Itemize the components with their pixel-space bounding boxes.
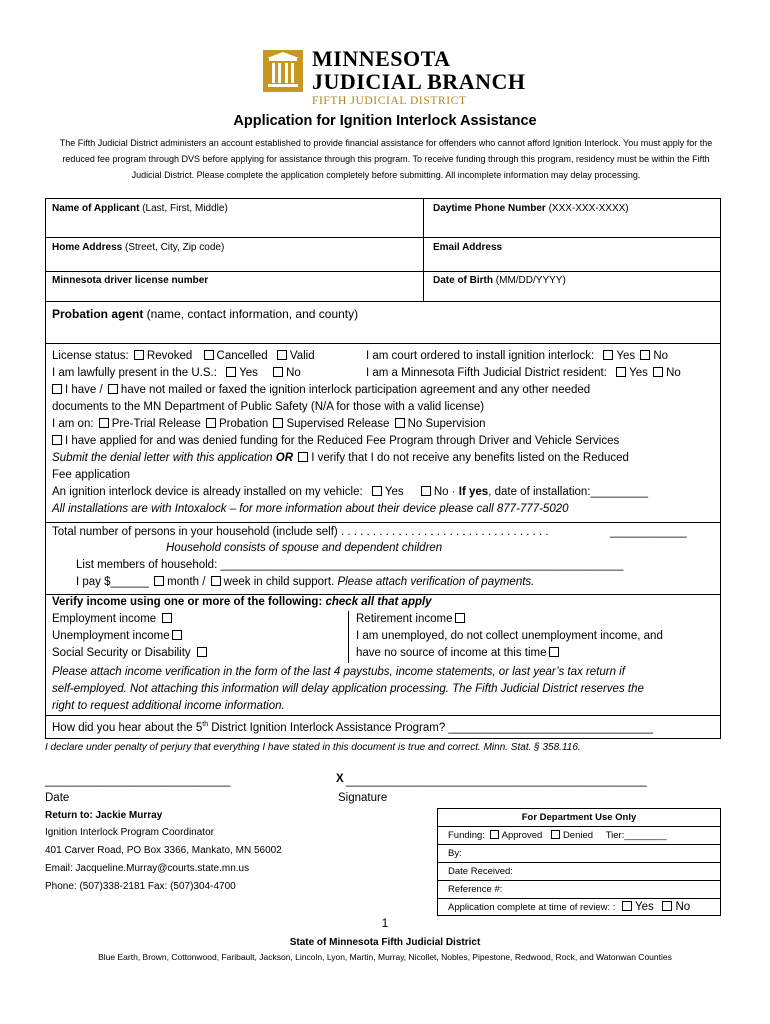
resident-row: I am a Minnesota Fifth Judicial District resident: Yes No <box>366 367 681 379</box>
denied-funding-row: I have applied for and was denied funding for the Reduced Fee Program through Driver and Vehicle Services <box>52 434 619 448</box>
attach-income-text-2: self-employed. Not attaching this information will delay application processing. The Fifth Judicial District reserves the <box>52 683 644 695</box>
dept-funding-row: Funding: Approved Denied Tier:________ <box>438 827 720 845</box>
ssd-income-row: Social Security or Disability <box>52 646 210 660</box>
no-source-row: have no source of income at this time <box>356 646 562 660</box>
logo-line-3: FIFTH JUDICIAL DISTRICT <box>312 95 467 107</box>
email-field[interactable]: Email Address <box>433 242 503 253</box>
agreement-mailed-row-2: documents to the MN Department of Public Safety (N/A for those with a valid license) <box>52 401 485 413</box>
unemployment-income-row: Unemployment income <box>52 629 185 643</box>
probation-checkbox[interactable] <box>206 418 216 428</box>
footer-counties: Blue Earth, Brown, Cottonwood, Faribault, Jackson, Lincoln, Lyon, Martin, Murray, Nicollet, Nobles, Pipestone, Redwood, Rock, and Watonwan Counties <box>98 952 672 962</box>
installed-no-checkbox[interactable] <box>421 486 431 496</box>
page-number: 1 <box>381 916 389 930</box>
address-field[interactable]: Home Address (Street, City, Zip code) <box>52 242 225 253</box>
verify-income-heading: Verify income using one or more of the following: check all that apply <box>52 596 432 608</box>
lawful-yes-checkbox[interactable] <box>226 367 236 377</box>
logo-line-2: JUDICIAL BRANCH <box>312 69 526 94</box>
dept-by-row[interactable]: By: <box>438 845 720 863</box>
employment-checkbox[interactable] <box>162 613 172 623</box>
ssd-checkbox[interactable] <box>197 647 207 657</box>
no-source-checkbox[interactable] <box>549 647 559 657</box>
phone-field[interactable]: Daytime Phone Number (XXX-XXX-XXXX) <box>433 203 629 214</box>
denied-checkbox[interactable] <box>551 830 560 839</box>
date-line[interactable]: _____________________________ <box>45 775 231 787</box>
intoxalock-note: All installations are with Intoxalock – for more information about their device please call 877-777-5020 <box>52 503 569 515</box>
court-ordered-no-checkbox[interactable] <box>640 350 650 360</box>
complete-yes-checkbox[interactable] <box>622 901 632 911</box>
return-to-label: Return to: Jackie Murray <box>45 810 163 821</box>
agreement-mailed-row: I have / have not mailed or faxed the ignition interlock participation agreement and any other needed <box>52 383 590 397</box>
no-supervision-checkbox[interactable] <box>395 418 405 428</box>
dept-complete-row: Application complete at time of review: : Yes No <box>448 901 691 913</box>
court-ordered-yes-checkbox[interactable] <box>603 350 613 360</box>
have-not-checkbox[interactable] <box>108 384 118 394</box>
attach-income-text-1: Please attach income verification in the form of the last 4 paystubs, income statements, or last year’s tax return if <box>52 666 625 678</box>
cancelled-checkbox[interactable] <box>204 350 214 360</box>
child-support-row: I pay $______ month / week in child support. Please attach verification of payments. <box>76 576 535 588</box>
supervision-row: I am on: Pre-Trial Release Probation Supervised Release No Supervision <box>52 418 486 430</box>
signature-label: Signature <box>338 792 388 804</box>
logo-line-1: MINNESOTA <box>312 46 451 71</box>
complete-no-checkbox[interactable] <box>662 901 672 911</box>
resident-no-checkbox[interactable] <box>653 367 663 377</box>
license-number-field[interactable]: Minnesota driver license number <box>52 275 209 286</box>
lawful-presence-row: I am lawfully present in the U.S.: Yes No <box>52 367 301 379</box>
household-count-row: Total number of persons in your household (include self) . . . . . . . . . . . . . . . . . . . . . . . . . . . . . . . . . <box>52 526 549 538</box>
how-heard-field[interactable]: How did you hear about the 5th District Ignition Interlock Assistance Program? ________________________________ <box>52 721 654 734</box>
no-benefits-checkbox[interactable] <box>298 452 308 462</box>
dept-reference-row[interactable]: Reference #: <box>438 881 720 899</box>
dob-field[interactable]: Date of Birth (MM/DD/YYYY) <box>433 275 566 286</box>
employment-income-row: Employment income <box>52 612 175 626</box>
license-status-row: License status: Revoked Cancelled Valid <box>52 350 315 362</box>
return-email: Email: Jacqueline.Murray@courts.state.mn.us <box>45 863 250 874</box>
signature-line[interactable]: _______________________________________________ <box>346 775 647 787</box>
attach-income-text-3: right to request additional income information. <box>52 700 285 712</box>
have-checkbox[interactable] <box>52 384 62 394</box>
date-label: Date <box>45 792 70 804</box>
supervised-checkbox[interactable] <box>273 418 283 428</box>
perjury-declaration: I declare under penalty of perjury that everything I have stated in this document is true and correct. Minn. Stat. § 358.116. <box>45 742 581 753</box>
revoked-checkbox[interactable] <box>134 350 144 360</box>
form-title: Application for Ignition Interlock Assistance <box>233 113 537 129</box>
denied-funding-checkbox[interactable] <box>52 435 62 445</box>
signature-x: X <box>336 773 344 785</box>
footer-title: State of Minnesota Fifth Judicial District <box>289 937 481 948</box>
probation-agent-field[interactable]: Probation agent (name, contact information, and county) <box>52 307 359 321</box>
dept-header: For Department Use Only <box>438 809 720 827</box>
household-members-field[interactable]: List members of household: _______________________________________________________________ <box>76 559 624 571</box>
department-use-box <box>437 808 721 916</box>
coordinator-title: Ignition Interlock Program Coordinator <box>45 827 214 838</box>
name-field[interactable]: Name of Applicant (Last, First, Middle) <box>52 203 228 214</box>
installed-row: An ignition interlock device is already installed on my vehicle: Yes No · If yes, date of installation:_________ <box>52 486 649 498</box>
retirement-income-row: Retirement income <box>356 612 468 626</box>
resident-yes-checkbox[interactable] <box>616 367 626 377</box>
unemployment-checkbox[interactable] <box>172 630 182 640</box>
intro-text: The Fifth Judicial District administers an account established to provide financial assistance for offenders who cannot afford Ignition Interlock. You must apply for the reduced fee program through DVS before applying for assistance through this program. To receive funding through this program, residency must be within the Fifth Judicial District. Please complete the application completely before submitting. All incomplete information may delay processing. <box>59 138 713 180</box>
unemployed-row: I am unemployed, do not collect unemployment income, and <box>356 630 663 642</box>
denial-letter-row: Submit the denial letter with this application OR I verify that I do not receive any benefits listed on the Reduced <box>52 452 629 464</box>
application-form-table <box>45 198 721 739</box>
fee-application-text: Fee application <box>52 469 130 481</box>
household-count-blank[interactable]: ____________ <box>610 526 687 538</box>
month-checkbox[interactable] <box>154 576 164 586</box>
retirement-checkbox[interactable] <box>455 613 465 623</box>
dept-date-received-row[interactable]: Date Received: <box>438 863 720 881</box>
week-checkbox[interactable] <box>211 576 221 586</box>
installed-yes-checkbox[interactable] <box>372 486 382 496</box>
approved-checkbox[interactable] <box>490 830 499 839</box>
return-phone: Phone: (507)338-2181 Fax: (507)304-4700 <box>45 881 236 892</box>
judicial-branch-logo-icon <box>263 50 303 92</box>
valid-checkbox[interactable] <box>277 350 287 360</box>
household-note: Household consists of spouse and dependent children <box>166 542 443 554</box>
lawful-no-checkbox[interactable] <box>273 367 283 377</box>
court-ordered-row: I am court ordered to install ignition interlock: Yes No <box>366 350 669 362</box>
return-address: 401 Carver Road, PO Box 3366, Mankato, MN 56002 <box>45 845 282 856</box>
pretrial-checkbox[interactable] <box>99 418 109 428</box>
